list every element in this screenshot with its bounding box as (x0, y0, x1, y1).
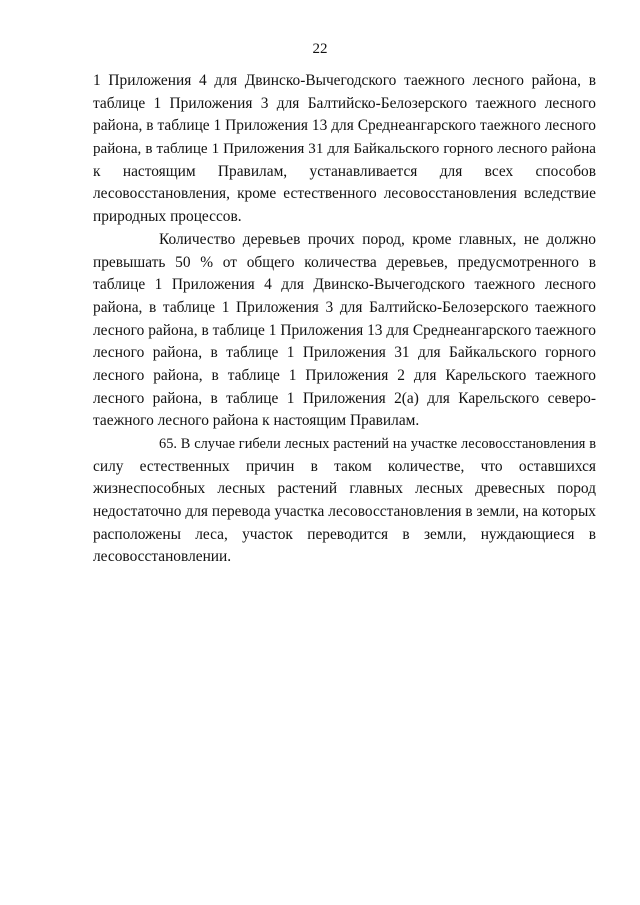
text-line: лесного района, в таблице 1 Приложения 31 для Байкальского горного (93, 344, 596, 362)
text-line: Количество деревьев прочих пород, кроме главных, не должно (159, 230, 596, 248)
text-line: таблице 1 Приложения 3 для Балтийско-Белозерского таежного лесного (93, 94, 596, 112)
text-line: таблице 1 Приложения 4 для Двинско-Вычегодского таежного лесного (93, 276, 596, 294)
text-line: лесовосстановлении. (93, 548, 232, 566)
paragraph-2 (93, 229, 596, 433)
text-line: к настоящим Правилам, устанавливается для всех способов (93, 162, 596, 180)
text-line: 65. В случае гибели лесных растений на участке лесовосстановления в (159, 436, 596, 452)
paragraph-3 (93, 433, 596, 569)
text-line: района, в таблице 1 Приложения 13 для Среднеангарского таежного лесного (93, 117, 596, 135)
text-line: 1 Приложения 4 для Двинско-Вычегодского таежного лесного района, в (93, 72, 596, 89)
text-line: жизнеспособных лесных растений главных лесных древесных пород (93, 480, 596, 498)
text-line: силу естественных причин в таком количестве, что оставшихся (93, 457, 596, 475)
text-line: лесного района, в таблице 1 Приложения 2(а) для Карельского северо- (93, 389, 596, 407)
page-number: 22 (312, 41, 328, 57)
document-body (93, 70, 596, 569)
text-line: лесного района, в таблице 1 Приложения 13 для Среднеангарского таежного (93, 321, 596, 339)
text-line: превышать 50 % от общего количества деревьев, предусмотренного в (93, 253, 596, 271)
text-line: лесного района, в таблице 1 Приложения 2 для Карельского таежного (93, 366, 596, 384)
text-line: таежного лесного района к настоящим Правилам. (93, 412, 420, 430)
text-line: района, в таблице 1 Приложения 3 для Балтийско-Белозерского таежного (93, 298, 596, 316)
text-line: недостаточно для перевода участка лесовосстановления в земли, на которых (93, 503, 596, 521)
text-line: района, в таблице 1 Приложения 31 для Байкальского горного лесного района (93, 141, 596, 158)
text-line: расположены леса, участок переводится в земли, нуждающиеся в (93, 525, 596, 543)
paragraph-1 (93, 70, 596, 229)
text-line: природных процессов. (93, 208, 242, 226)
text-line: лесовосстановления, кроме естественного лесовосстановления вследствие (93, 185, 596, 203)
